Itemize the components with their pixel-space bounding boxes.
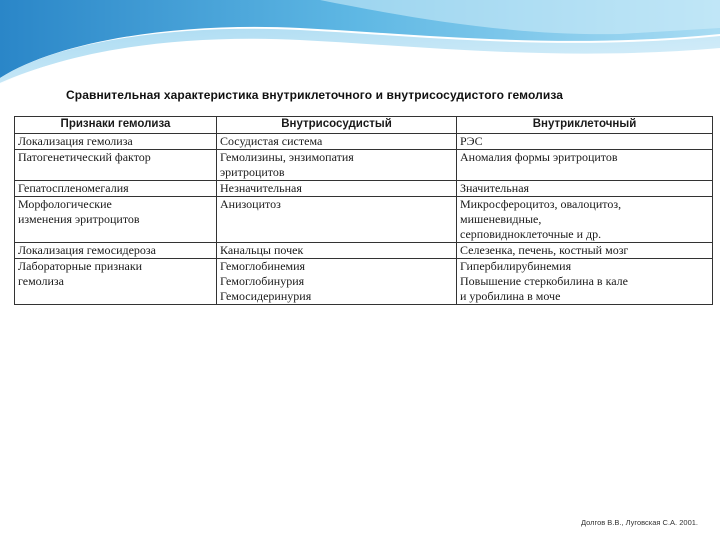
table-cell: Локализация гемосидероза: [15, 243, 217, 259]
column-header-intracellular: Внутриклеточный: [457, 117, 713, 134]
table-row: [15, 150, 713, 181]
header-banner: [0, 0, 720, 90]
table-row: [15, 259, 713, 305]
table-cell: Микросфероцитоз, овалоцитоз, мишеневидные, серповидноклеточные и др.: [457, 197, 713, 243]
table-row: [15, 134, 713, 150]
table-cell: Гемолизины, энзимопатия эритроцитов: [217, 150, 457, 181]
table-cell: Сосудистая система: [217, 134, 457, 150]
table-row: [15, 197, 713, 243]
comparison-table: [14, 116, 713, 305]
table-cell: Патогенетический фактор: [15, 150, 217, 181]
table-cell: Гепатоспленомегалия: [15, 181, 217, 197]
table-cell: Канальцы почек: [217, 243, 457, 259]
table-cell: Гемоглобинемия Гемоглобинурия Гемосидеринурия: [217, 259, 457, 305]
table-cell: РЭС: [457, 134, 713, 150]
table-cell: Локализация гемолиза: [15, 134, 217, 150]
table-cell: Селезенка, печень, костный мозг: [457, 243, 713, 259]
column-header-intravascular: Внутрисосудистый: [217, 117, 457, 134]
table-row: [15, 181, 713, 197]
column-header-features: Признаки гемолиза: [15, 117, 217, 134]
table-cell: Аномалия формы эритроцитов: [457, 150, 713, 181]
document-title: Сравнительная характеристика внутриклеточного и внутрисосудистого гемолиза: [66, 88, 563, 102]
table-cell: Морфологические изменения эритроцитов: [15, 197, 217, 243]
table-header-row: [15, 117, 713, 134]
table-cell: Гипербилирубинемия Повышение стеркобилина в кале и уробилина в моче: [457, 259, 713, 305]
source-citation: Долгов В.В., Луговская С.А. 2001.: [580, 518, 698, 527]
table-cell: Значительная: [457, 181, 713, 197]
table-cell: Лабораторные признаки гемолиза: [15, 259, 217, 305]
table-cell: Незначительная: [217, 181, 457, 197]
table-row: [15, 243, 713, 259]
table-cell: Анизоцитоз: [217, 197, 457, 243]
